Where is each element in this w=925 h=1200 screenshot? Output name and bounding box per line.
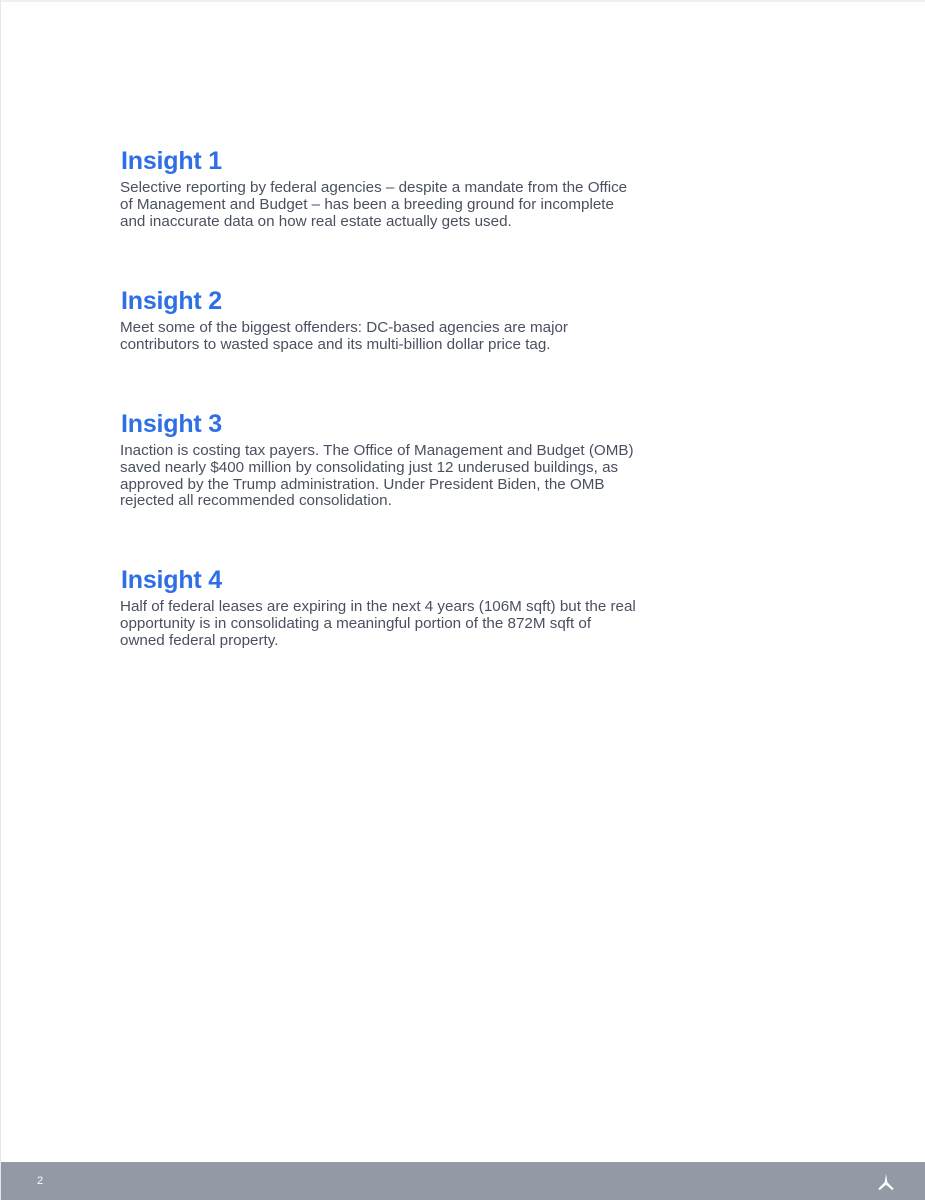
top-divider — [1, 0, 925, 2]
insight-3-body: Inaction is costing tax payers. The Office of Management and Budget (OMB) saved nearly $400 million by consolidating just 12 underused buildings, as approved by the Trump administration. Under President Biden, the OMB rejected all recommended consolidation. — [120, 442, 634, 510]
insight-4-title: Insight 4 — [121, 566, 222, 594]
insight-1-title: Insight 1 — [121, 147, 222, 175]
page-number: 2 — [37, 1175, 44, 1187]
page-footer — [1, 1162, 925, 1200]
insight-4-body: Half of federal leases are expiring in the next 4 years (106M sqft) but the real opportunity is in consolidating a meaningful portion of the 872M sqft of owned federal property. — [120, 598, 636, 649]
insight-section-2 — [120, 286, 640, 354]
tri-blade-logo-icon — [877, 1173, 895, 1191]
insight-1-body: Selective reporting by federal agencies – despite a mandate from the Office of Management and Budget – has been a breeding ground for incomplete and inaccurate data on how real estate actually gets used. — [120, 179, 628, 230]
insight-2-body: Meet some of the biggest offenders: DC-based agencies are major contributors to wasted space and its multi-billion dollar price tag. — [120, 319, 568, 353]
insight-section-1 — [120, 146, 640, 230]
insight-2-title: Insight 2 — [121, 287, 222, 315]
insight-3-title: Insight 3 — [121, 410, 222, 438]
insight-section-3 — [120, 409, 640, 510]
insight-section-4 — [120, 565, 640, 649]
